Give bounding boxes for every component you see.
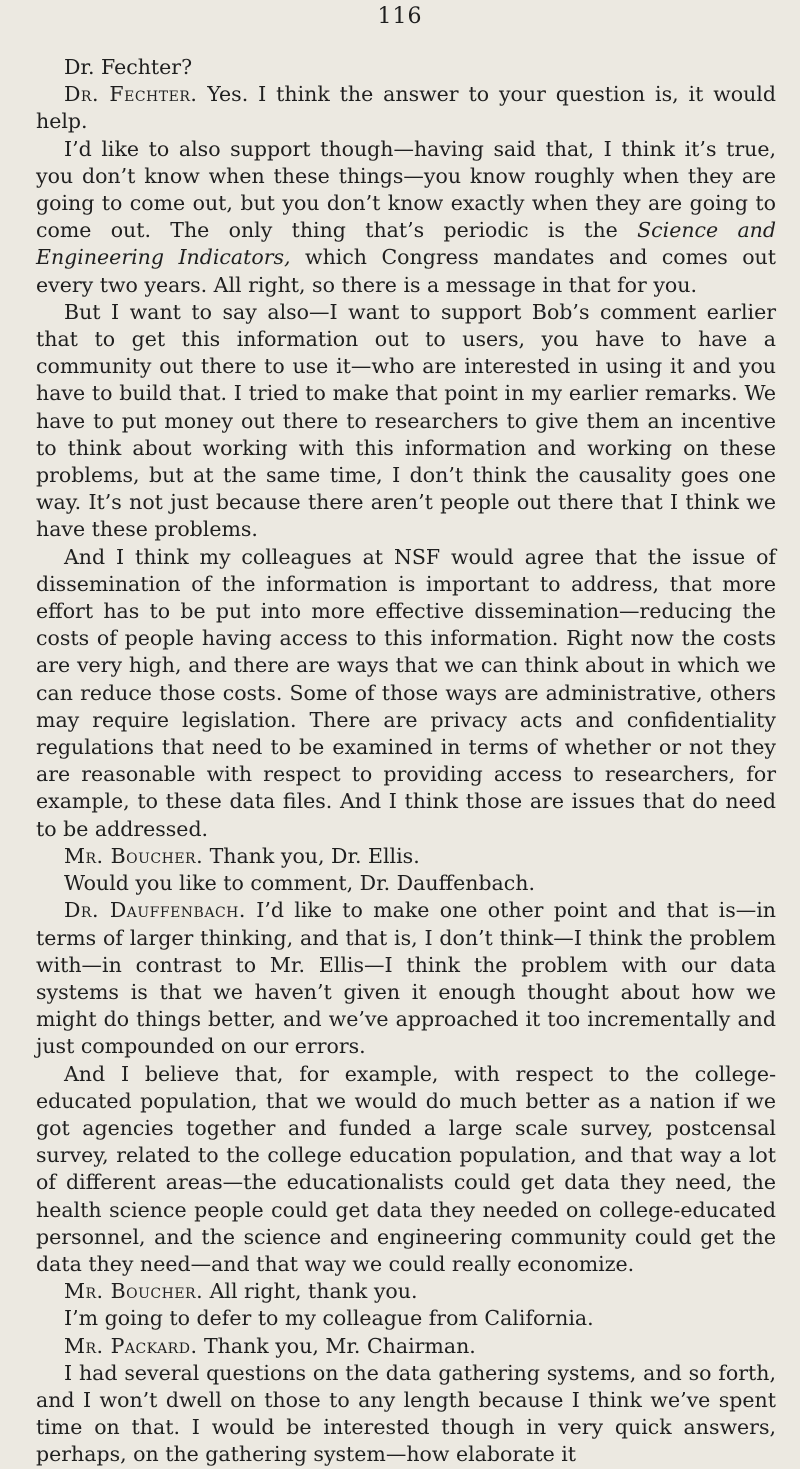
- paragraph-2: [36, 81, 776, 135]
- paragraph-text: Thank you, Dr. Ellis.: [203, 843, 420, 868]
- paragraph-4: [36, 299, 776, 544]
- paragraph-text: And I think my colleagues at NSF would agree that the issue of dissemination of the information is important to address, that more effort has to be put into more effective dissemination—reducing the costs of people having access to this information. Right now the costs are very high, and there are ways that we can think about in which we can reduce those costs. Some of those ways are administrative, others may require legislation. There are privacy acts and confidentiality regulations that need to be examined in terms of whether or not they are reasonable with respect to providing access to researchers, for example, to these data files. And I think those are issues that do need to be addressed.: [36, 544, 776, 841]
- paragraph-text: I’d like to make one other point and that is—in terms of larger thinking, and that is, I don’t think—I think the problem with—in contrast to Mr. Ellis—I think the problem with our data systems is that we haven’t given it enough thought about how we might do things better, and we’ve approached it too incrementally and just compounded on our errors.: [36, 898, 777, 1059]
- speaker-name: Mr. Boucher.: [64, 843, 204, 868]
- paragraph-8: [36, 897, 776, 1060]
- paragraph-text: But I want to say also—I want to support Bob’s comment earlier that to get this information out to users, you have to have a community out there to use it—who are interested in using it and you have to build that. I tried to make that point in my earlier remarks. We have to put money out there to researchers to give them an incentive to think about working with this information and working on these problems, but at the same time, I don’t think the causality goes one way. It’s not just because there aren’t people out there that I think we have these problems.: [36, 299, 776, 542]
- paragraph-10: [36, 1278, 776, 1305]
- paragraph-text: All right, thank you.: [203, 1279, 418, 1304]
- paragraph-text: Would you like to comment, Dr. Dauffenbach.: [64, 871, 535, 896]
- paragraph-text: I’d like to also support though—having said that, I think it’s true, you don’t know when these things—you know roughly when they are going to come out, but you don’t know exactly when they are going to come out. The only thing that’s periodic is the: [36, 136, 776, 243]
- paragraph-6: [36, 843, 776, 870]
- paragraph-text: I had several questions on the data gathering systems, and so forth, and I won’t dwell on those to any length because I think we’ve spent time on that. I would be interested though in very quick answers, perhaps, on the gathering system—how elaborate it: [36, 1360, 776, 1467]
- paragraph-text: I’m going to defer to my colleague from California.: [64, 1306, 594, 1331]
- speaker-name: Mr. Packard.: [64, 1333, 198, 1358]
- speaker-name: Mr. Boucher.: [64, 1279, 204, 1304]
- paragraph-13: [36, 1360, 776, 1469]
- paragraph-text: Dr. Fechter?: [64, 55, 193, 79]
- paragraph-7: [36, 870, 776, 897]
- paragraph-text: Yes. I think the answer to your question is, it would help.: [36, 82, 776, 134]
- publication-title: Science and Engineering Indicators,: [36, 218, 777, 270]
- speaker-name: Dr. Fechter.: [64, 82, 198, 107]
- speaker-name: Dr. Dauffenbach.: [64, 898, 246, 923]
- paragraph-12: [36, 1333, 776, 1360]
- paragraph-text: And I believe that, for example, with respect to the college-educated population, that we would do much better as a nation if we got agencies together and funded a large scale survey, postcensal survey, related to the college education population, and that way a lot of different areas—the educationalists could get data they need, the health science people could get data they needed on college-educated personnel, and the science and engineering community could get the data they need—and that way we could really economize.: [36, 1061, 776, 1276]
- paragraph-text: Thank you, Mr. Chairman.: [197, 1333, 476, 1358]
- paragraph-text-continued: which Congress mandates and comes out every two years. All right, so there is a message in that for you.: [36, 245, 776, 297]
- paragraph-5: [36, 544, 776, 843]
- paragraph-9: [36, 1061, 776, 1279]
- page-number: 116: [377, 4, 423, 29]
- paragraph-3: [36, 136, 776, 299]
- paragraph-1: [36, 54, 776, 81]
- paragraph-11: [36, 1305, 776, 1332]
